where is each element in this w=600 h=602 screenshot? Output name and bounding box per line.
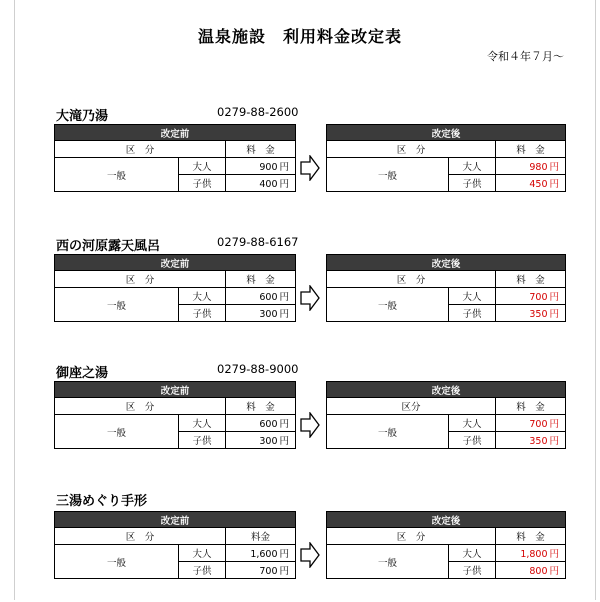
fee-table-after bbox=[326, 381, 566, 449]
child-price: 300 円 bbox=[226, 305, 296, 322]
facility-phone: 0279-88-6167 bbox=[217, 235, 299, 249]
table-header: 改定後 bbox=[327, 382, 566, 398]
fee-table-before bbox=[54, 124, 296, 192]
table-header: 改定後 bbox=[327, 255, 566, 271]
facility-phone: 0279-88-2600 bbox=[217, 105, 299, 119]
general-label: 一般 bbox=[55, 158, 179, 192]
general-label: 一般 bbox=[327, 158, 449, 192]
category-header: 区 分 bbox=[55, 271, 226, 288]
arrow-right-icon bbox=[300, 412, 320, 438]
table-header: 改定前 bbox=[55, 255, 296, 271]
facility-name: 大滝乃湯 bbox=[56, 109, 109, 124]
facility-section-1 bbox=[54, 105, 567, 217]
page-title: 温泉施設 利用料金改定表 bbox=[197, 27, 402, 46]
adult-price: 1,800 円 bbox=[496, 545, 566, 562]
category-header: 区 分 bbox=[55, 141, 226, 158]
child-price: 400 円 bbox=[226, 175, 296, 192]
category-header: 区 分 bbox=[55, 398, 226, 415]
category-header: 区 分 bbox=[327, 528, 496, 545]
general-label: 一般 bbox=[327, 415, 449, 449]
fee-table-before bbox=[54, 511, 296, 579]
adult-price: 600 円 bbox=[226, 288, 296, 305]
fee-table-after bbox=[326, 254, 566, 322]
fee-table-before bbox=[54, 254, 296, 322]
category-header: 区 分 bbox=[327, 271, 496, 288]
fee-header: 料 金 bbox=[226, 271, 296, 288]
general-label: 一般 bbox=[327, 545, 449, 579]
arrow-right-icon bbox=[300, 155, 320, 181]
child-price: 350 円 bbox=[496, 432, 566, 449]
child-price: 300 円 bbox=[226, 432, 296, 449]
fee-header: 料 金 bbox=[496, 141, 566, 158]
fee-header: 料 金 bbox=[496, 398, 566, 415]
effective-date: 令和４年７月～ bbox=[487, 50, 564, 63]
adult-price: 980 円 bbox=[496, 158, 566, 175]
facility-section-3 bbox=[54, 362, 567, 474]
category-header: 区分 bbox=[327, 398, 496, 415]
child-label: 子供 bbox=[179, 175, 226, 192]
adult-label: 大人 bbox=[449, 545, 496, 562]
adult-label: 大人 bbox=[449, 158, 496, 175]
facility-name: 三湯めぐり手形 bbox=[56, 494, 148, 509]
general-label: 一般 bbox=[55, 545, 179, 579]
child-price: 350 円 bbox=[496, 305, 566, 322]
child-label: 子供 bbox=[179, 562, 226, 579]
fee-header: 料 金 bbox=[496, 528, 566, 545]
adult-price: 900 円 bbox=[226, 158, 296, 175]
adult-price: 1,600 円 bbox=[226, 545, 296, 562]
general-label: 一般 bbox=[55, 288, 179, 322]
child-price: 800 円 bbox=[496, 562, 566, 579]
adult-label: 大人 bbox=[179, 288, 226, 305]
category-header: 区 分 bbox=[55, 528, 226, 545]
fee-table-after bbox=[326, 124, 566, 192]
table-header: 改定後 bbox=[327, 512, 566, 528]
child-label: 子供 bbox=[449, 175, 496, 192]
general-label: 一般 bbox=[327, 288, 449, 322]
arrow-right-icon bbox=[300, 285, 320, 311]
child-label: 子供 bbox=[449, 305, 496, 322]
fee-header: 料金 bbox=[226, 528, 296, 545]
table-header: 改定前 bbox=[55, 125, 296, 141]
adult-label: 大人 bbox=[179, 158, 226, 175]
fee-table-after bbox=[326, 511, 566, 579]
arrow-right-icon bbox=[300, 542, 320, 568]
adult-price: 700 円 bbox=[496, 415, 566, 432]
child-price: 700 円 bbox=[226, 562, 296, 579]
child-label: 子供 bbox=[449, 432, 496, 449]
child-label: 子供 bbox=[179, 305, 226, 322]
adult-label: 大人 bbox=[179, 415, 226, 432]
fee-table-before bbox=[54, 381, 296, 449]
adult-label: 大人 bbox=[449, 415, 496, 432]
fee-header: 料 金 bbox=[496, 271, 566, 288]
table-header: 改定後 bbox=[327, 125, 566, 141]
facility-name: 西の河原露天風呂 bbox=[56, 239, 161, 254]
adult-label: 大人 bbox=[179, 545, 226, 562]
table-header: 改定前 bbox=[55, 382, 296, 398]
category-header: 区 分 bbox=[327, 141, 496, 158]
adult-price: 600 円 bbox=[226, 415, 296, 432]
table-header: 改定前 bbox=[55, 512, 296, 528]
child-label: 子供 bbox=[179, 432, 226, 449]
fee-header: 料 金 bbox=[226, 398, 296, 415]
facility-name: 御座之湯 bbox=[56, 366, 109, 381]
adult-label: 大人 bbox=[449, 288, 496, 305]
general-label: 一般 bbox=[55, 415, 179, 449]
fee-header: 料 金 bbox=[226, 141, 296, 158]
child-price: 450 円 bbox=[496, 175, 566, 192]
facility-section-4 bbox=[54, 490, 567, 602]
facility-phone: 0279-88-9000 bbox=[217, 362, 299, 376]
facility-section-2 bbox=[54, 235, 567, 347]
child-label: 子供 bbox=[449, 562, 496, 579]
adult-price: 700 円 bbox=[496, 288, 566, 305]
